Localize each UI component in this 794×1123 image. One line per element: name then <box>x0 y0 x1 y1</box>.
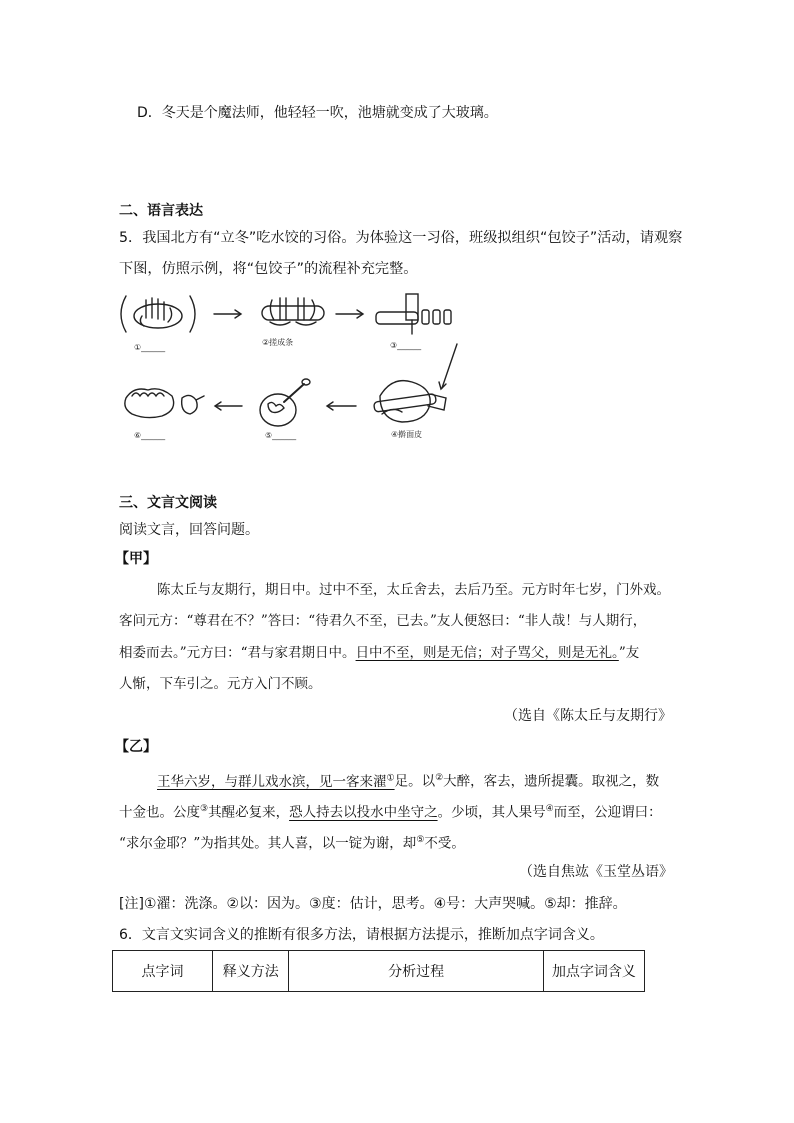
inference-table <box>112 950 645 992</box>
rolling-wrapper-icon <box>374 381 446 422</box>
q5-line1: 5．我国北方有“立冬”吃水饺的习俗。为体验这一习俗，班级拟组织“包饺子”活动，请观察 <box>119 230 683 246</box>
yi-source: （选自焦竑《玉堂丛语》 <box>519 864 673 880</box>
q5-line2: 下图，仿照示例，将“包饺子”的流程补充完整。 <box>119 261 418 277</box>
rolling-rope-icon <box>262 298 324 325</box>
header-cell: 释义方法 <box>213 951 289 992</box>
jia-line-4: 人惭，下车引之。元方入门不顾。 <box>119 676 322 692</box>
reading-intro: 阅读文言，回答问题。 <box>119 522 259 538</box>
jia-source: （选自《陈太丘与友期行》 <box>504 708 672 724</box>
kneading-dough-icon <box>121 296 195 332</box>
jia-line-2: 客问元方：“尊君在不？”答曰：“待君久不至，已去。”友人便怒曰：“非人哉！与人期行， <box>119 613 647 629</box>
jia-underlined-sentence: 日中不至，则是无信；对子骂父，则是无礼。 <box>355 645 619 661</box>
section3-heading: 三、文言文阅读 <box>119 495 217 511</box>
yi-line-1: 王华六岁，与群儿戏水滨，见一客来濯①足。以②大醉，客去，遗所提囊。取视之，数 <box>157 773 660 790</box>
jia-line-1: 陈太丘与友期行，期日中。过中不至，太丘舍去，去后乃至。元方时年七岁，门外戏。 <box>157 582 670 598</box>
dumpling-flow-diagram <box>112 286 462 448</box>
section2-heading: 二、语言表达 <box>119 203 203 219</box>
annotation-notes: [注]①濯：洗涤。②以：因为。③度：估计，思考。④号：大声哭喊。⑤却：推辞。 <box>119 896 627 912</box>
yi-line-3: “求尔金耶？”为指其处。其人喜，以一锭为谢，却⑤不受。 <box>119 835 465 852</box>
step-3-label: ③______ <box>390 341 422 350</box>
yi-line-2: 十金也。公度③其醒必复来，恐人持去以投水中坐守之。少顷，其人果号④而至，公迎谓曰： <box>119 804 662 821</box>
header-cell: 点字词 <box>113 951 213 992</box>
option-d: D．冬天是个魔法师，他轻轻一吹，池塘就变成了大玻璃。 <box>137 105 498 121</box>
table-header-row <box>113 951 645 992</box>
step-1-label: ①______ <box>134 343 166 352</box>
adding-filling-icon <box>260 379 310 426</box>
step-4-label: ④擀面皮 <box>391 430 423 439</box>
step-6-label: ⑥______ <box>134 431 166 440</box>
step-5-label: ⑤______ <box>265 431 297 440</box>
yi-underlined-sentence-2: 恐人持去以投水中坐守之 <box>289 804 438 821</box>
passage-yi-label: 【乙】 <box>115 739 157 755</box>
cutting-dough-icon <box>376 294 451 334</box>
wrapping-dumpling-icon <box>125 389 204 418</box>
passage-jia-label: 【甲】 <box>115 551 157 567</box>
step-2-label: ②搓成条 <box>262 338 294 347</box>
header-cell: 分析过程 <box>289 951 543 992</box>
jia-line-3: 相委而去。”元方曰：“君与家君期日中。日中不至，则是无信；对子骂父，则是无礼。”友 <box>119 645 640 661</box>
yi-underlined-sentence-1: 王华六岁，与群儿戏水滨，见一客来濯① <box>157 773 395 790</box>
header-cell: 加点字词含义 <box>543 951 644 992</box>
q6-prompt: 6．文言文实词含义的推断有很多方法，请根据方法提示，推断加点字词含义。 <box>119 927 604 943</box>
